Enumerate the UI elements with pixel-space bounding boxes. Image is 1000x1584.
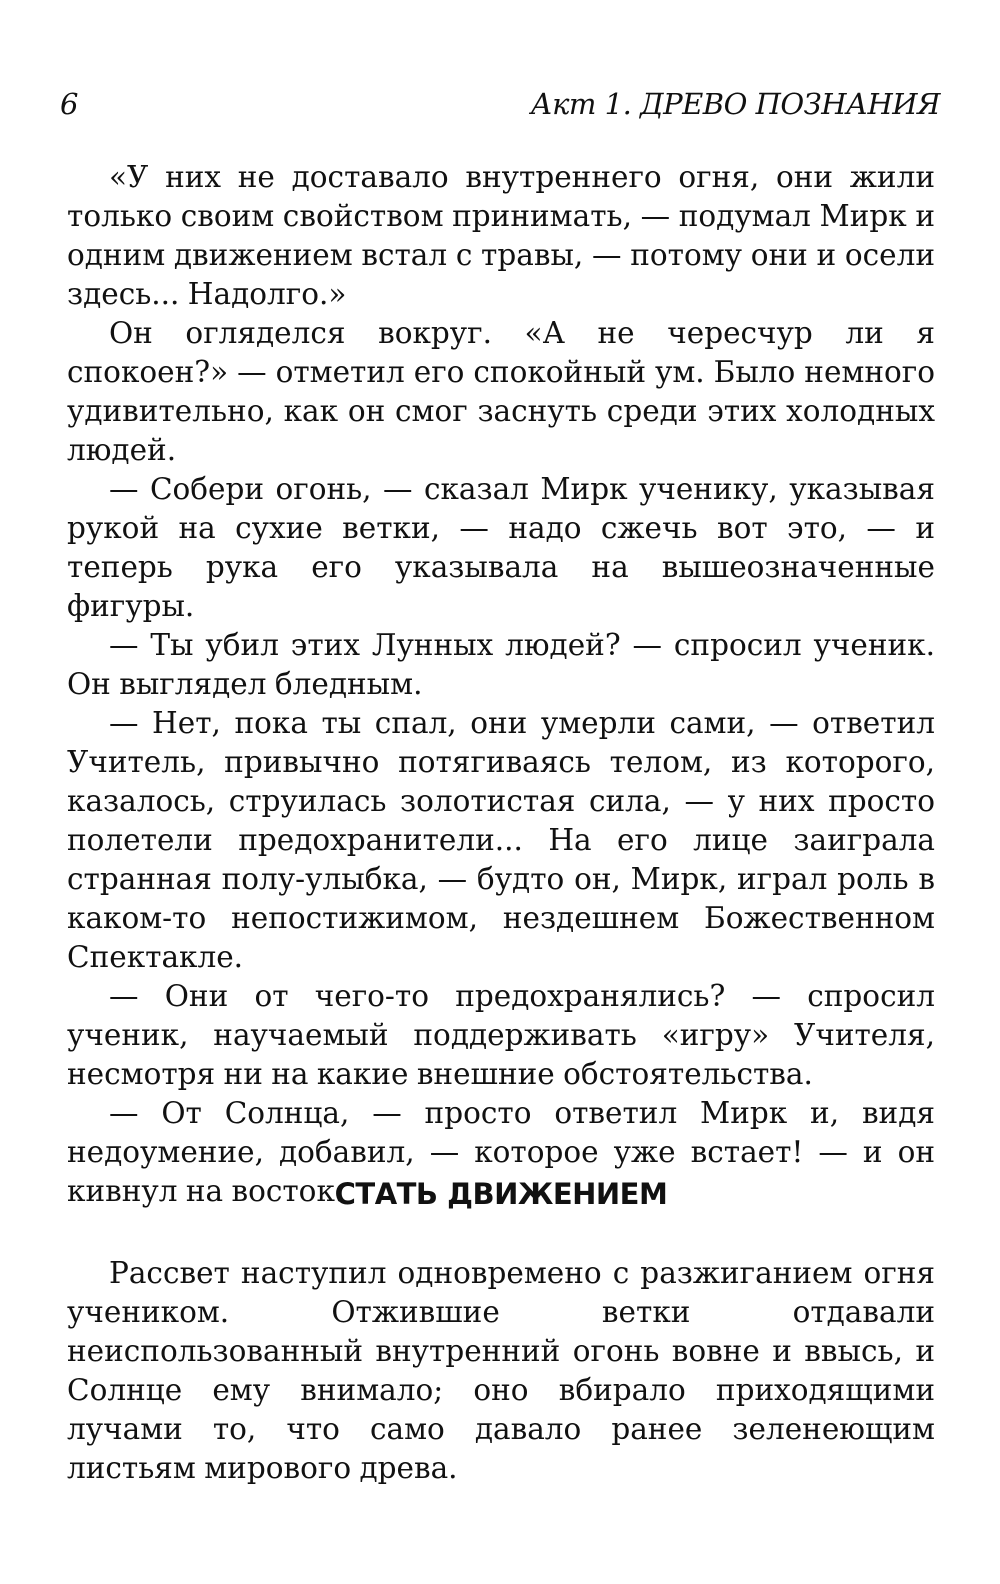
running-header <box>60 84 940 124</box>
body-text <box>67 158 935 1211</box>
chapter-title: Акт 1. ДРЕВО ПОЗНАНИЯ <box>530 87 940 121</box>
page-number: 6 <box>60 87 79 121</box>
paragraph: Он огляделся вокруг. «А не чересчур ли я спокоен?» — отметил его спокойный ум. Было немного удивительно, как он смог заснуть среди этих холодных людей. <box>67 316 935 467</box>
section <box>67 1174 935 1488</box>
paragraph: — От Солнца, — просто ответил Мирк и, видя недоумение, добавил, — которое уже встает! — и он кивнул на восток. <box>67 1096 935 1208</box>
paragraph: — Нет, пока ты спал, они умерли сами, — ответил Учитель, привычно потягиваясь телом, из которого, казалось, струилась золотистая сила, — у них просто полетели предохранители... На его лице заиграла странная полу-улыбка, — будто он, Мирк, играл роль в каком-то непостижимом, нездешнем Божественном Спектакле. <box>67 706 935 974</box>
section-heading: СТАТЬ ДВИЖЕНИЕМ <box>334 1177 668 1211</box>
paragraph: — Собери огонь, — сказал Мирк ученику, указывая рукой на сухие ветки, — надо сжечь вот это, — и теперь рука его указывала на вышеозначенные фигуры. <box>67 472 935 623</box>
paragraph: — Ты убил этих Лунных людей? — спросил ученик. Он выглядел бледным. <box>67 628 935 701</box>
paragraph: «У них не доставало внутреннего огня, они жили только своим свойством принимать, — подумал Мирк и одним движением встал с травы, — потому они и осели здесь... Надолго.» <box>67 160 935 311</box>
paragraph: — Они от чего-то предохранялись? — спросил ученик, научаемый поддерживать «игру» Учителя, несмотря ни на какие внешние обстоятельства. <box>67 979 935 1091</box>
section-paragraph: Рассвет наступил одновремено с разжиганием огня учеником. Отжившие ветки отдавали неиспользованный внутренний огонь вовне и ввысь, и Солнце ему внимало; оно вбирало приходящими лучами то, что само давало ранее зеленеющим листьям мирового древа. <box>67 1256 935 1485</box>
